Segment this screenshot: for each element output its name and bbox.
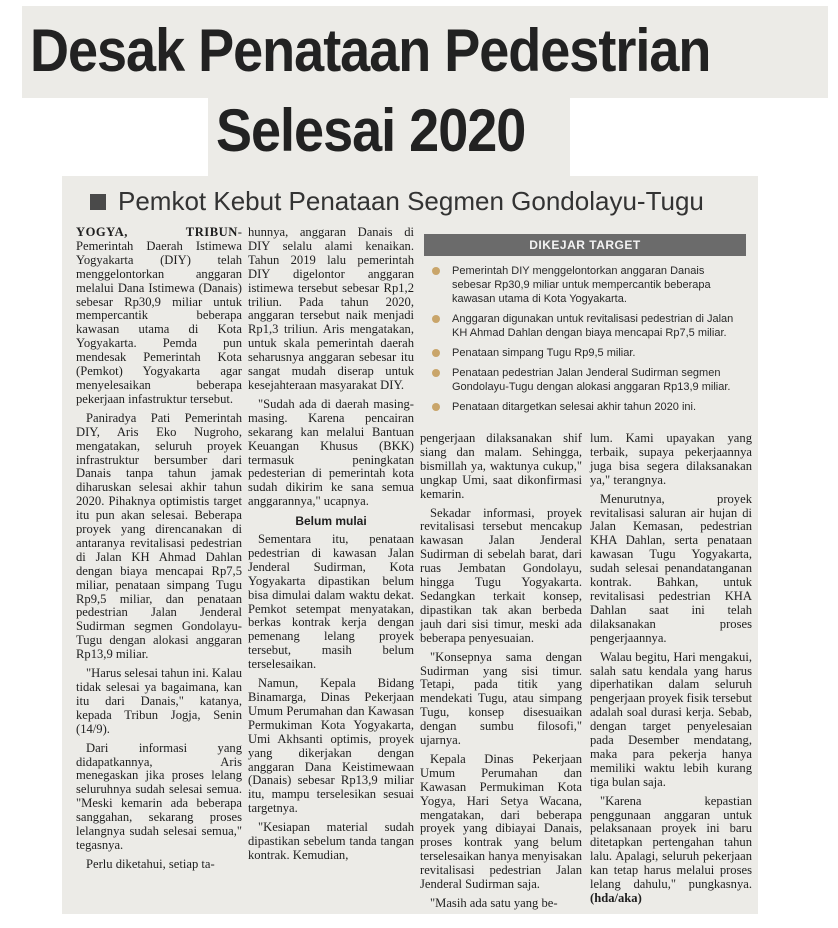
bullet-dot-icon — [432, 403, 440, 411]
list-item: Penataan ditargetkan selesai akhir tahun 2020 ini. — [424, 400, 746, 414]
bullet-dot-icon — [432, 267, 440, 275]
paragraph: hunnya, anggaran Danais di DIY selalu alami kenaikan. Tahun 2019 lalu pemerintah DIY digelontor anggaran istimewa tersebut sebesar Rp1,2 triliun. Pada tahun 2020, anggaran tersebut naik menjadi Rp1,3 triliun. Aris mengatakan, untuk skala pemerintah daerah seharusnya anggaran sebesar itu sangat mudah diserap untuk kesejahteraan masyarakat DIY. — [248, 225, 414, 392]
paragraph: Kepala Dinas Pekerjaan Umum Perumahan dan Kawasan Permukiman Kota Yogya, Hari Setya Wacana, mengatakan, dari beberapa proyek yang dibiayai Danais, proses kontrak yang belum terselesaikan hanya menyisakan revitalisasi pedestrian Jalan Jenderal Sudirman saja. — [420, 751, 582, 892]
paragraph: "Masih ada satu yang be- — [430, 896, 558, 910]
bullet-dot-icon — [432, 315, 440, 323]
article-column-2 — [248, 226, 414, 868]
paragraph: "Kesiapan material sudah dipastikan sebelum tanda tangan kontrak. Kemudian, — [248, 820, 414, 862]
list-item: Pemerintah DIY menggelontorkan anggaran Danais sebesar Rp30,9 miliar untuk mempercantik beberapa kawasan utama di Kota Yogyakarta. — [424, 264, 746, 306]
bullet-dot-icon — [432, 369, 440, 377]
paragraph: pengerjaan dilaksanakan shif siang dan malam. Sehingga, bismillah ya, waktunya cukup," ungkap Umi, saat dikonfirmasi kemarin. — [420, 431, 582, 501]
kicker-text: Pemkot Kebut Penataan Segmen Gondolayu-Tugu — [118, 186, 704, 216]
author-credit: (hda/aka) — [590, 891, 642, 905]
kicker — [90, 186, 704, 217]
paragraph: Menurutnya, proyek revitalisasi saluran air hujan di Jalan Kemasan, pedestrian KHA Dahlan, serta penataan kawasan Tugu Yogyakarta, sudah selesai penandatanganan kontrak. Bahkan, untuk revitalisasi pedestrian KHA Dahlan saat ini telah dilaksanakan proses pengerjaannya. — [590, 491, 752, 645]
paragraph: "Sudah ada di daerah masing-masing. Karena pencairan sekarang kan melalui Bantuan Keuangan Khusus (BKK) termasuk peningkatan pedesterian di pemerintah kota sudah dikirim ke sana semua anggarannya," ucapnya. — [248, 396, 414, 509]
headline-line-2: Selesai 2020 — [216, 97, 526, 165]
article-column-3 — [420, 432, 582, 916]
sidebar-box — [424, 234, 746, 414]
article-column-4 — [590, 432, 752, 911]
paragraph: "Karena kepastian penggunaan anggaran untuk pelaksanaan proyek ini baru ditetapkan pertengahan tahun lalu. Apalagi, seluruh pekerjaan kan tetap harus melalui proses lelang dahulu," pungkasnya. (hda/aka) — [590, 793, 752, 905]
list-item: Penataan pedestrian Jalan Jenderal Sudirman segmen Gondolayu-Tugu dengan alokasi anggaran Rp13,9 miliar. — [424, 366, 746, 394]
headline-line-1: Desak Penataan Pedestrian — [30, 17, 711, 85]
square-bullet-icon — [90, 194, 106, 210]
subheading: Belum mulai — [295, 514, 367, 529]
list-item: Penataan simpang Tugu Rp9,5 miliar. — [424, 346, 746, 360]
list-item: Anggaran digunakan untuk revitalisasi pedestrian di Jalan KH Ahmad Dahlan dengan biaya mencapai Rp7,5 miliar. — [424, 312, 746, 340]
paragraph: lum. Kami upayakan yang terbaik, supaya pekerjaannya juga bisa segera dilaksanakan ya," terangnya. — [590, 431, 752, 487]
paragraph: Dari informasi yang didapatkannya, Aris menegaskan jika proses lelang seluruhnya sudah selesai semua. "Meski kemarin ada beberapa sanggahan, sekarang proses lelangnya sudah selesai semua," tegasnya. — [76, 740, 242, 852]
paragraph: YOGYA, TRIBUN- Pemerintah Daerah Istimewa Yogyakarta (DIY) telah menggelontorkan anggaran melalui Dana Istimewa (Danais) sebesar Rp30,9 miliar untuk mempercantik beberapa kawasan utama di Kota Yogyakarta. Pemda pun mendesak Pemerintah Kota (Pemkot) Yogyakarta agar menyelesaikan beberapa pekerjaan infastruktur tersebut. — [76, 225, 242, 406]
paragraph: Namun, Kepala Bidang Binamarga, Dinas Pekerjaan Umum Perumahan dan Kawasan Permukiman Kota Yogyakarta, Umi Akhsanti optimis, proyek yang dikerjakan dengan anggaran Dana Keistimewaan (Danais) sebesar Rp13,9 miliar itu, mampu terselesikan sesuai targetnya. — [248, 676, 414, 816]
paragraph: "Harus selesai tahun ini. Kalau tidak selesai ya bagaimana, kan itu dari Danais," katanya, kepada Tribun Jogja, Senin (14/9). — [76, 666, 242, 736]
paragraph: Perlu diketahui, setiap ta- — [86, 856, 215, 871]
paragraph: Sekadar informasi, proyek revitalisasi tersebut mencakup kawasan Jalan Jenderal Sudirman di sebelah barat, dari ruas Jembatan Gondolayu, hingga Tugu Yogyakarta. Sedangkan terkait konsep, dipastikan tak akan berbeda jauh dari sisi timur, meski ada beberapa penyesuaian. — [420, 505, 582, 645]
sidebar-title: DIKEJAR TARGET — [424, 234, 746, 256]
bullet-dot-icon — [432, 349, 440, 357]
dateline: YOGYA, TRIBUN — [76, 225, 238, 239]
article-column-1 — [76, 226, 242, 877]
paragraph: Sementara itu, penataan pedestrian di kawasan Jalan Jenderal Sudirman, Kota Yogyakarta dipastikan belum bisa dimulai dalam waktu dekat. Pemkot setempat menyatakan, berkas kontrak kerja dengan pemenang lelang proyek tersebut, masih belum terselesaikan. — [248, 532, 414, 672]
paragraph: "Konsepnya sama dengan Sudirman yang sisi timur. Tetapi, pada titik yang mendekati Tugu, atau simpang Tugu, konsep disesuaikan dengan sumbu filosofi," ujarnya. — [420, 649, 582, 748]
paragraph: Paniradya Pati Pemerintah DIY, Aris Eko Nugroho, mengatakan, seluruh proyek infrastruktur bersumber dari Danais tanpa tahun jamak diharuskan selesai akhir tahun 2020. Pihaknya optimistis target itu pun akan selesai. Beberapa proyek yang direncanakan di antaranya revitalisasi pedestrian di Jalan KH Ahmad Dahlan dengan biaya mencapai Rp7,5 miliar, penataan simpang Tugu Rp9,5 miliar, dan penataan pedestrian Jalan Jenderal Sudirman segmen Gondolayu-Tugu dengan alokasi anggaran Rp13,9 miliar. — [76, 410, 242, 662]
paragraph: Walau begitu, Hari mengakui, salah satu kendala yang harus diperhatikan dalam seluruh pengerjaan proyek fisik tersebut adalah soal durasi kerja. Sebab, dengan target penyelesaian pada Desember mendatang, maka para pekerja hanya memiliki waktu lebih kurang tiga bulan saja. — [590, 649, 752, 789]
sidebar-list — [424, 264, 746, 414]
